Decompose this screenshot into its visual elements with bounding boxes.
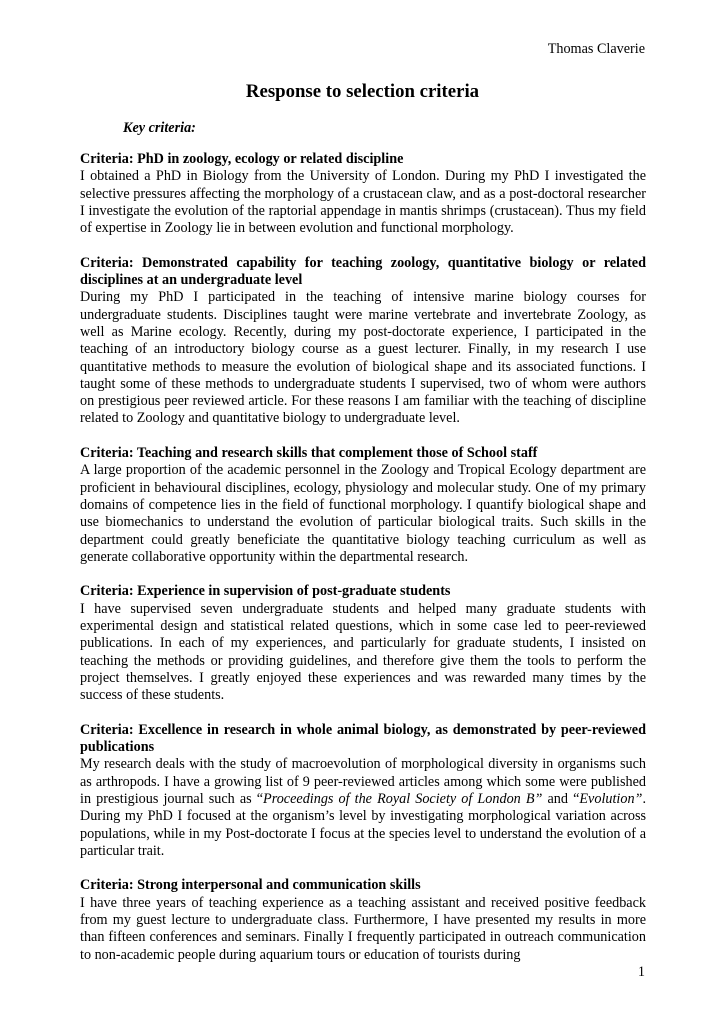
body-text: . During my PhD I focused at the organism’s level by investigating morphological variation across populations, while in my Post-doctorate I focus at the species level to understand the evolution of a particular trait. bbox=[80, 790, 646, 859]
section-body: I obtained a PhD in Biology from the University of London. During my PhD I investigated the selective pressures affecting the morphology of a crustacean claw, and as a post-doctoral researcher I investigate the evolution of the raptorial appendage in mantis shrimps (crustacean). Thus my field of expertise in Zoology lie in between evolution and functional morphology. bbox=[80, 168, 646, 237]
journal-title-italic: Evolution” bbox=[579, 790, 643, 807]
author-name: Thomas Claverie bbox=[547, 41, 645, 57]
journal-title-italic: Proceedings of the Royal Society of London B” bbox=[263, 790, 543, 807]
page-number: 1 bbox=[637, 964, 645, 980]
section-body: I have supervised seven undergraduate students and helped many graduate students with experimental design and statistical related questions, which in some case led to peer-reviewed publications. In each of my experiences, and particularly for graduate students, I insisted on teaching the methods or providing guidelines, and therefore give them the tools to perform the project themselves. I greatly enjoyed these experiences and was rewarded many times by the success of these students. bbox=[80, 600, 646, 704]
section-body bbox=[80, 756, 646, 860]
section-heading: Criteria: Strong interpersonal and communication skills bbox=[80, 877, 421, 894]
criteria-section-complementary-skills bbox=[80, 445, 646, 566]
section-heading: Criteria: Teaching and research skills that complement those of School staff bbox=[80, 445, 538, 462]
criteria-section-research-excellence bbox=[80, 722, 646, 860]
section-heading: Criteria: PhD in zoology, ecology or related discipline bbox=[80, 151, 404, 167]
criteria-section-supervision bbox=[80, 583, 646, 704]
section-heading: Criteria: Excellence in research in whole animal biology, as demonstrated by peer-reviewed publications bbox=[80, 721, 646, 756]
key-criteria-subtitle: Key criteria: bbox=[123, 120, 196, 136]
body-text: My research deals with the study of macroevolution of morphological diversity in organisms such as arthropods. I have a growing list of 9 peer-reviewed articles among which some were published in prestigious journal such as “ bbox=[80, 756, 646, 807]
section-body: I have three years of teaching experience as a teaching assistant and received positive feedback from my guest lecture to undergraduate class. Furthermore, I have presented my results in more than fifteen conferences and seminars. Finally I frequently participated in outreach communication to non-academic people during aquarium tours or education of tourists during bbox=[80, 894, 646, 963]
section-heading: Criteria: Experience in supervision of post-graduate students bbox=[80, 583, 451, 600]
document-title: Response to selection criteria bbox=[245, 81, 480, 102]
document-body bbox=[80, 151, 646, 981]
criteria-section-teaching-capability bbox=[80, 255, 646, 428]
section-body: A large proportion of the academic personnel in the Zoology and Tropical Ecology department are proficient in behavioural disciplines, ecology, physiology and molecular study. One of my primary domains of competence lies in the field of functional morphology. I quantify biological shape and use biomechanics to understand the evolution of particular biological traits. Such skills in the department could greatly beneficiate the quantitative biology teaching curriculum as well as generate collaborative opportunity within the departmental research. bbox=[80, 462, 646, 565]
body-text: and “ bbox=[542, 790, 580, 807]
section-heading: Criteria: Demonstrated capability for teaching zoology, quantitative biology or related disciplines at an undergraduate level bbox=[80, 254, 646, 289]
section-body: During my PhD I participated in the teaching of intensive marine biology courses for undergraduate students. Disciplines taught were marine vertebrate and invertebrate Zoology, as well as Marine ecology. Recently, during my post-doctorate experience, I participated in the teaching of an introductory biology course as a guest lecturer. Finally, in my research I use quantitative methods to measure the evolution of biological shape and its associated functions. I taught some of these methods to undergraduate students I supervised, two of whom were authors on prestigious peer reviewed article. For these reasons I am familiar with the teaching of discipline related to Zoology and quantitative biology to undergraduate level. bbox=[80, 289, 646, 427]
criteria-section-phd bbox=[80, 151, 646, 237]
criteria-section-communication bbox=[80, 877, 646, 963]
